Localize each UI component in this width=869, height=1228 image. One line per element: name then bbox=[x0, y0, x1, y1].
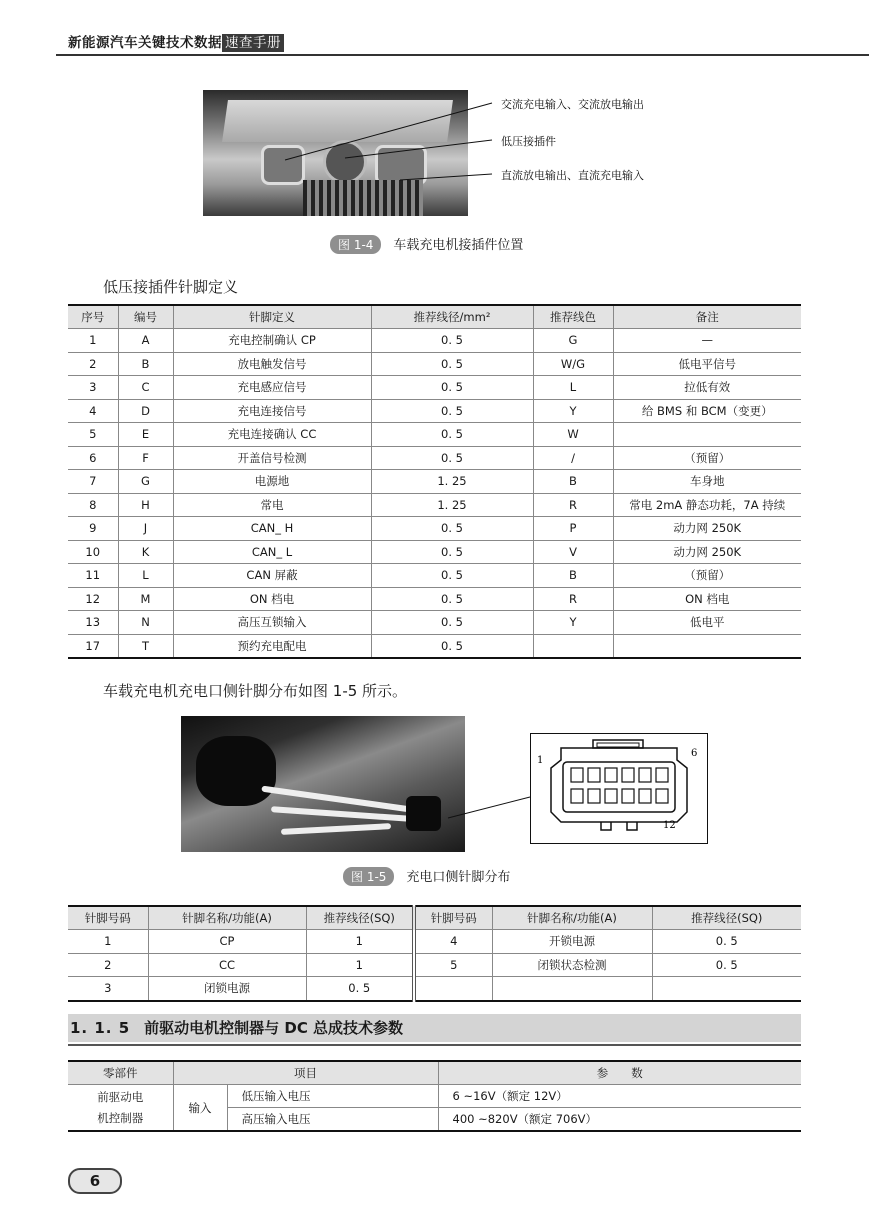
table-row bbox=[68, 564, 801, 588]
column-header: 推荐线径/mm² bbox=[371, 305, 533, 329]
table-cell: 10 bbox=[68, 540, 118, 564]
table-row bbox=[68, 540, 801, 564]
table-cell: 放电触发信号 bbox=[173, 352, 371, 376]
table-cell: / bbox=[533, 446, 613, 470]
table-row bbox=[68, 470, 801, 494]
pin-label-1: 1 bbox=[537, 755, 544, 766]
table-cell: 0. 5 bbox=[371, 423, 533, 447]
table-cell: 0. 5 bbox=[371, 587, 533, 611]
table-cell: 8 bbox=[68, 493, 118, 517]
table-cell: （预留） bbox=[613, 446, 801, 470]
callout-ac: 交流充电输入、交流放电输出 bbox=[501, 98, 644, 111]
pin-definition-table bbox=[68, 304, 801, 659]
table-row bbox=[68, 446, 801, 470]
table-cell: CAN_ L bbox=[173, 540, 371, 564]
table-cell: 5 bbox=[68, 423, 118, 447]
table-cell: ON 档电 bbox=[173, 587, 371, 611]
table-cell: B bbox=[118, 352, 173, 376]
column-header: 针脚号码 bbox=[68, 906, 148, 930]
table-row bbox=[68, 352, 801, 376]
charge-port-intro: 车载充电机充电口侧针脚分布如图 1-5 所示。 bbox=[103, 682, 408, 700]
table-cell: 1 bbox=[306, 930, 414, 954]
page-number: 6 bbox=[68, 1168, 122, 1194]
figure-1-4-caption bbox=[330, 234, 523, 254]
table-row bbox=[68, 517, 801, 541]
table-cell: L bbox=[118, 564, 173, 588]
table-cell: K bbox=[118, 540, 173, 564]
callout-low-voltage: 低压接插件 bbox=[501, 135, 556, 148]
table-row bbox=[68, 930, 801, 954]
table-cell: 充电连接信号 bbox=[173, 399, 371, 423]
table-row bbox=[68, 423, 801, 447]
section-divider bbox=[68, 1044, 801, 1046]
column-header: 针脚名称/功能(A) bbox=[492, 906, 652, 930]
table-cell: 0. 5 bbox=[652, 953, 801, 977]
column-header: 零部件 bbox=[68, 1061, 173, 1085]
table-row bbox=[68, 611, 801, 635]
table-cell: B bbox=[533, 564, 613, 588]
table-cell: 5 bbox=[414, 953, 492, 977]
table-cell: 常电 2mA 静态功耗，7A 持续 bbox=[613, 493, 801, 517]
table-cell: R bbox=[533, 493, 613, 517]
table-cell: V bbox=[533, 540, 613, 564]
header-title-highlight: 速查手册 bbox=[222, 34, 284, 52]
table-cell: 7 bbox=[68, 470, 118, 494]
table-cell: G bbox=[118, 470, 173, 494]
section-number: 1. 1. 5 bbox=[70, 1019, 131, 1037]
column-header: 编号 bbox=[118, 305, 173, 329]
table-cell: A bbox=[118, 329, 173, 353]
table-cell: 1 bbox=[306, 953, 414, 977]
column-header: 针脚名称/功能(A) bbox=[148, 906, 306, 930]
table-cell: J bbox=[118, 517, 173, 541]
table-cell bbox=[492, 977, 652, 1001]
table-cell: 闭锁状态检测 bbox=[492, 953, 652, 977]
table-cell: 0. 5 bbox=[652, 930, 801, 954]
section-heading bbox=[68, 1014, 801, 1042]
column-header: 针脚号码 bbox=[414, 906, 492, 930]
table-cell: 0. 5 bbox=[371, 446, 533, 470]
table-cell: 3 bbox=[68, 977, 148, 1001]
header-title-main: 新能源汽车关键技术数据 bbox=[68, 35, 222, 51]
motor-controller-param-table bbox=[68, 1060, 801, 1132]
table-cell: ON 档电 bbox=[613, 587, 801, 611]
column-header: 推荐线径(SQ) bbox=[652, 906, 801, 930]
table-cell: 0. 5 bbox=[371, 399, 533, 423]
table-cell: 开锁电源 bbox=[492, 930, 652, 954]
table-row bbox=[68, 399, 801, 423]
table-cell: 4 bbox=[414, 930, 492, 954]
table-row bbox=[68, 329, 801, 353]
table-cell: 2 bbox=[68, 953, 148, 977]
table-cell: 0. 5 bbox=[371, 611, 533, 635]
table-cell: N bbox=[118, 611, 173, 635]
table-cell: P bbox=[533, 517, 613, 541]
table-cell: 动力网 250K bbox=[613, 517, 801, 541]
table-cell: C bbox=[118, 376, 173, 400]
table-cell: 11 bbox=[68, 564, 118, 588]
table-cell: R bbox=[533, 587, 613, 611]
figure-badge: 图 1-4 bbox=[330, 235, 381, 254]
group-cell: 输入 bbox=[173, 1085, 227, 1132]
figure-badge: 图 1-5 bbox=[343, 867, 394, 886]
connector-pinout-diagram bbox=[530, 733, 708, 844]
value-cell: 400 ~820V（额定 706V） bbox=[438, 1108, 801, 1132]
table-cell: 3 bbox=[68, 376, 118, 400]
pin-section-title: 低压接插件针脚定义 bbox=[103, 278, 239, 296]
table-row bbox=[68, 634, 801, 658]
table-cell bbox=[533, 634, 613, 658]
table-row bbox=[68, 953, 801, 977]
table-cell: 低电平信号 bbox=[613, 352, 801, 376]
column-header: 推荐线径(SQ) bbox=[306, 906, 414, 930]
table-cell: Y bbox=[533, 611, 613, 635]
table-cell: 车身地 bbox=[613, 470, 801, 494]
figure-caption-text: 车载充电机接插件位置 bbox=[393, 238, 524, 253]
table-cell: 常电 bbox=[173, 493, 371, 517]
table-cell: W/G bbox=[533, 352, 613, 376]
table-cell: — bbox=[613, 329, 801, 353]
table-cell: 0. 5 bbox=[371, 352, 533, 376]
table-cell bbox=[613, 634, 801, 658]
table-cell bbox=[613, 423, 801, 447]
table-cell: 拉低有效 bbox=[613, 376, 801, 400]
section-title: 前驱动电机控制器与 DC 总成技术参数 bbox=[144, 1019, 404, 1037]
table-row bbox=[68, 977, 801, 1001]
table-cell: 预约充电配电 bbox=[173, 634, 371, 658]
table-cell: E bbox=[118, 423, 173, 447]
table-cell: L bbox=[533, 376, 613, 400]
table-cell: 充电连接确认 CC bbox=[173, 423, 371, 447]
figure-1-5-caption bbox=[343, 866, 510, 886]
table-cell: 给 BMS 和 BCM（变更） bbox=[613, 399, 801, 423]
table-cell: 充电控制确认 CP bbox=[173, 329, 371, 353]
table-cell: 0. 5 bbox=[371, 564, 533, 588]
table-row bbox=[68, 376, 801, 400]
figure-1-5-leader-line bbox=[0, 700, 869, 870]
table-cell: CP bbox=[148, 930, 306, 954]
table-cell: 13 bbox=[68, 611, 118, 635]
table-cell bbox=[414, 977, 492, 1001]
pin-label-6: 6 bbox=[691, 748, 698, 759]
table-cell: 17 bbox=[68, 634, 118, 658]
item-cell: 低压输入电压 bbox=[227, 1085, 438, 1108]
table-header-row bbox=[68, 1061, 801, 1085]
table-cell: H bbox=[118, 493, 173, 517]
table-cell: 0. 5 bbox=[306, 977, 414, 1001]
table-cell: 1 bbox=[68, 930, 148, 954]
table-header-row bbox=[68, 305, 801, 329]
table-cell: T bbox=[118, 634, 173, 658]
table-cell: 低电平 bbox=[613, 611, 801, 635]
table-cell: 12 bbox=[68, 587, 118, 611]
component-cell: 前驱动电 机控制器 bbox=[68, 1085, 173, 1132]
table-cell: 9 bbox=[68, 517, 118, 541]
table-cell: 1 bbox=[68, 329, 118, 353]
table-cell: （预留） bbox=[613, 564, 801, 588]
charge-port-pin-table bbox=[68, 905, 801, 1002]
table-cell: 0. 5 bbox=[371, 540, 533, 564]
table-cell: 充电感应信号 bbox=[173, 376, 371, 400]
table-cell: 0. 5 bbox=[371, 329, 533, 353]
table-header-row bbox=[68, 906, 801, 930]
table-cell: 1. 25 bbox=[371, 470, 533, 494]
table-cell bbox=[652, 977, 801, 1001]
table-row bbox=[68, 493, 801, 517]
table-cell: 高压互锁输入 bbox=[173, 611, 371, 635]
value-cell: 6 ~16V（额定 12V） bbox=[438, 1085, 801, 1108]
figure-1-4-leader-lines bbox=[0, 0, 869, 260]
table-cell: 动力网 250K bbox=[613, 540, 801, 564]
table-cell: D bbox=[118, 399, 173, 423]
table-row bbox=[68, 1085, 801, 1108]
table-cell: 0. 5 bbox=[371, 517, 533, 541]
column-header: 项目 bbox=[173, 1061, 438, 1085]
table-cell: 电源地 bbox=[173, 470, 371, 494]
table-cell: CAN 屏蔽 bbox=[173, 564, 371, 588]
table-cell: 闭锁电源 bbox=[148, 977, 306, 1001]
table-cell: B bbox=[533, 470, 613, 494]
column-header: 推荐线色 bbox=[533, 305, 613, 329]
table-cell: F bbox=[118, 446, 173, 470]
column-header: 备注 bbox=[613, 305, 801, 329]
pin-label-12: 12 bbox=[663, 820, 676, 831]
table-row bbox=[68, 587, 801, 611]
table-cell: 4 bbox=[68, 399, 118, 423]
item-cell: 高压输入电压 bbox=[227, 1108, 438, 1132]
table-cell: 6 bbox=[68, 446, 118, 470]
table-cell: W bbox=[533, 423, 613, 447]
table-cell: 0. 5 bbox=[371, 376, 533, 400]
column-header: 参 数 bbox=[438, 1061, 801, 1085]
column-header: 针脚定义 bbox=[173, 305, 371, 329]
figure-caption-text: 充电口侧针脚分布 bbox=[406, 870, 511, 885]
column-header: 序号 bbox=[68, 305, 118, 329]
table-cell: Y bbox=[533, 399, 613, 423]
table-cell: 0. 5 bbox=[371, 634, 533, 658]
table-cell: 开盖信号检测 bbox=[173, 446, 371, 470]
table-cell: M bbox=[118, 587, 173, 611]
table-cell: 2 bbox=[68, 352, 118, 376]
table-cell: CC bbox=[148, 953, 306, 977]
callout-dc: 直流放电输出、直流充电输入 bbox=[501, 169, 644, 182]
table-cell: CAN_ H bbox=[173, 517, 371, 541]
table-cell: G bbox=[533, 329, 613, 353]
table-cell: 1. 25 bbox=[371, 493, 533, 517]
